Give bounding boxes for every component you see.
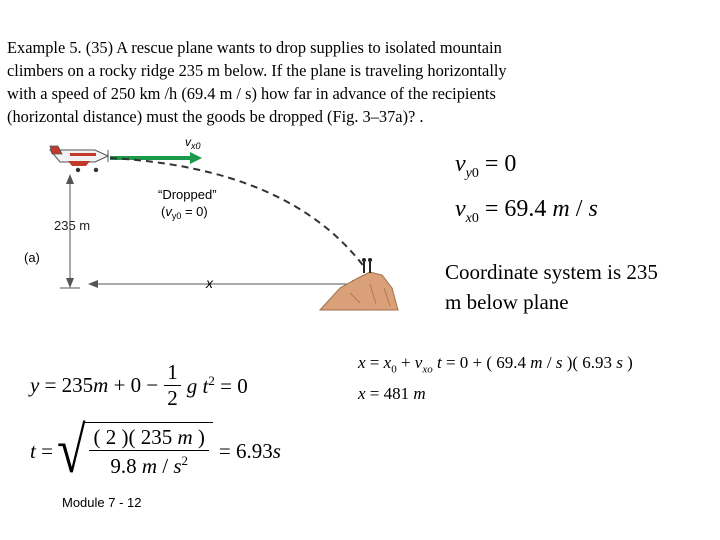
panel-label: (a) bbox=[24, 250, 40, 265]
given-vx0: $v_{x0} = 69.4$ m / s bbox=[455, 196, 598, 226]
climbers-icon bbox=[362, 258, 372, 273]
vx0-label: $v_{x0}$ bbox=[185, 135, 201, 151]
dropped-label: “Dropped” bbox=[158, 187, 217, 202]
coordinate-note: Coordinate system is 235 m below plane bbox=[445, 260, 658, 314]
height-label: 235 m bbox=[54, 218, 91, 233]
given-vy0: $v_{y0} = 0$ bbox=[455, 151, 517, 181]
rocky-ridge bbox=[320, 272, 398, 310]
distance-dimension bbox=[88, 280, 362, 288]
slide-footer: Module 7 - 12 bbox=[62, 495, 142, 510]
airplane-icon bbox=[50, 146, 108, 172]
y-equation: y = 235m + 0 − $\frac{1}{2}$ g $t^2 = 0$ bbox=[30, 360, 248, 410]
trajectory-curve bbox=[110, 158, 365, 268]
trajectory-figure bbox=[20, 128, 440, 318]
problem-statement: Example 5. (35) A rescue plane wants to drop supplies to isolated mountain climbers on a rocky ridge 235 m below. If the plane is traveling horizontally with a speed of 250 km /h (69.4 m / s) how far in advance of the recipients (horizontal distance) must the goods be dropped (Fig. 3–37a)? . bbox=[7, 38, 507, 126]
x-result: x = 481 m bbox=[358, 384, 426, 403]
x-label: x bbox=[206, 275, 213, 291]
t-equation: t = √ $\frac{( 2 )( 235 m )}{9.8 m / s^2}$ = 6.93s bbox=[30, 415, 281, 487]
x-equation: $x = x_0 + v_{xo}$ t = 0 + ( 69.4 m / s )( 6.93 s ) bbox=[358, 353, 633, 376]
vy0-note: $(v_{y0} = 0)$ bbox=[161, 204, 208, 221]
